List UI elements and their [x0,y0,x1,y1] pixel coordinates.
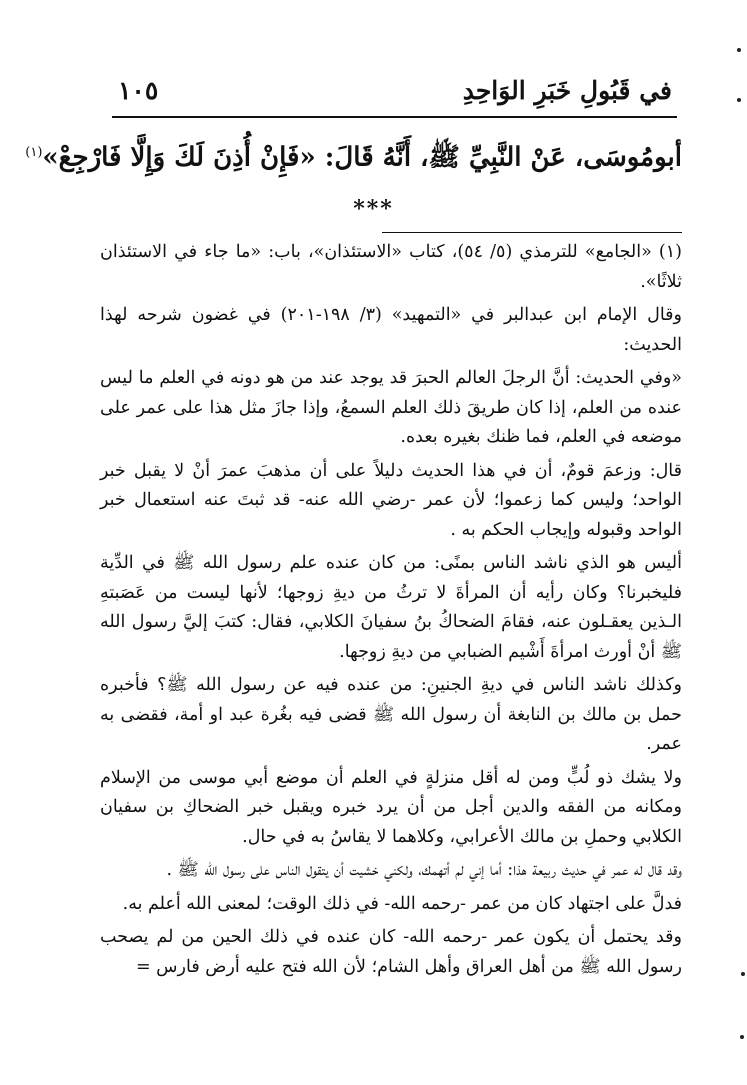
scan-speck [737,98,741,102]
page-number: ١٠٥ [118,75,159,105]
scan-speck [737,48,741,52]
footnote-ref: (١) [25,145,43,160]
scan-speck [741,972,745,976]
scan-speck [740,1035,744,1039]
footnotes [100,238,682,1049]
footnote-paragraph: وقد يحتمل أن يكون عمر -رحمه الله- كان عنده في ذلك الحين من لم يصحب رسول الله ﷺ من أهل العراق وأهل الشام؛ لأن الله فتح عليه أرض فارس = [100,927,682,977]
footnote-rule [382,232,682,233]
footnote-paragraph: قال: وزعمَ قومٌ، أن في هذا الحديث دليلاً على أن مذهبَ عمرَ أنْ لا يقبل خبر الواحد؛ وليس كما زعموا؛ لأن عمر -رضي الله عنه- قد ثبتَ عنه استعمال خبر الواحد وقبوله وإيجاب الحكم به . [100,460,682,540]
footnote-paragraph: ولا يشك ذو لُبٍّ ومن له أقل منزلةٍ في العلم أن موضع أبي موسى من الإسلام ومكانه من الفقه والدين أجل من أن يرد خبره ويقبل خبر الضحاكِ بن سفيان الكلابي وحملِ بن مالك الأعرابي، وكلاهما لا يقاسُ به في حال. [100,767,682,847]
footnote-paragraph: أليس هو الذي ناشد الناس بمنًى: من كان عنده علم رسول الله ﷺ في الدِّية فليخبرنا؟ وكان رأيه أن المرأةَ لا ترثُ من ديةِ زوجها؛ لأنها ليست من عَصَبتهِ الـذين يعقـلون عنه، فقامَ الضحاكُ بنُ سفيانَ الكلابي، فقال: كتبَ إليَّ رسول الله ﷺ أنْ أورث امرأةَ أَشْيم الضبابي من ديةِ زوجها. [100,553,682,662]
running-title: في قَبُولِ خَبَرِ الوَاحِدِ [462,75,672,105]
footnote-paragraph: (١) «الجامع» للترمذي (٥/ ٥٤)، كتاب «الاستئذان»، باب: «ما جاء في الاستئذان ثلاثًا». [100,242,682,292]
footnote-paragraph: فدلَّ على اجتهاد كان من عمر -رحمه الله- في ذلك الوقت؛ لمعنى الله أعلم به. [122,893,682,914]
section-separator: *** [353,196,394,222]
header-rule [112,116,677,118]
hadith-text: أبومُوسَى، عَنْ النَّبِيِّ ﷺ، أَنَّهُ قَالَ: «فَإِنْ أُذِنَ لَكَ وَإِلَّا فَارْجِعْ» [42,142,682,173]
footnote-paragraph: وقال الإمام ابن عبدالبر في «التمهيد» (٣/ ١٩٨-٢٠١) في غضون شرحه لهذا الحديث: [100,305,682,355]
main-text [25,128,682,183]
footnote-paragraph: وقد قال له عمر في حديث ربيعة هذا: أما إني لم أتهمك، ولكني خشيت أن يتقول الناس على رسول الله ﷺ . [166,860,682,880]
footnote-paragraph: «وفي الحديث: أنَّ الرجلَ العالم الحبرَ قد يوجد عند من هو دونه في العلم ما ليس عنده من العلم، إذا كان طريقَ ذلك العلم السمعُ، وإذا جازَ مثل هذا على عمر على موضعه في العلم، فما ظنك بغيره بعده. [100,368,682,447]
page-header [118,68,672,112]
footnote-paragraph: وكذلك ناشد الناس في ديةِ الجنينِ: من عنده فيه عن رسول الله ﷺ؟ فأخبره حمل بن مالك بن النابغة أن رسول الله ﷺ قضى فيه بغُرة عبد او أمة، فقضى به عمر. [100,675,682,754]
